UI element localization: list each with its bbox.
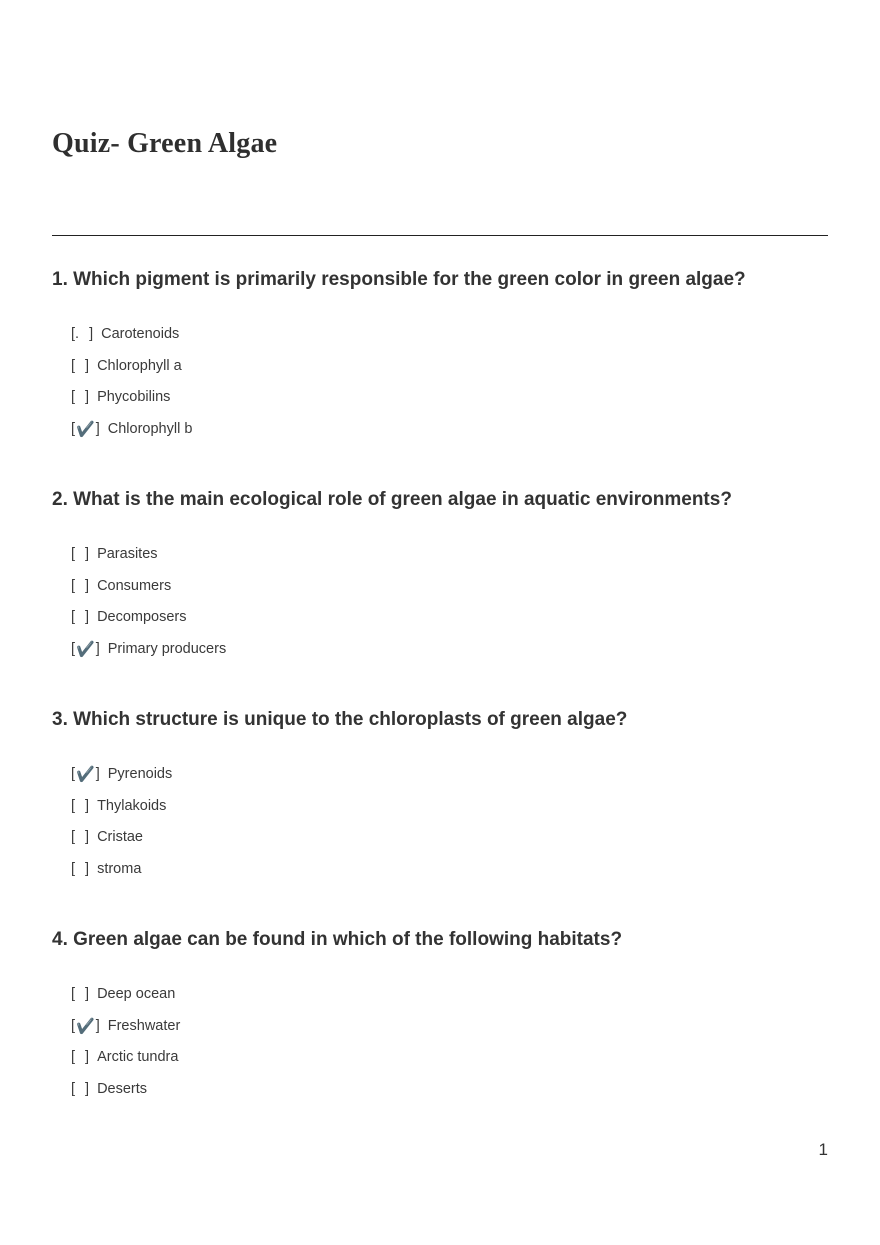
option-freshwater[interactable] — [71, 1010, 828, 1042]
checkbox[interactable] — [71, 798, 89, 814]
option-label: Parasites — [97, 545, 158, 562]
checkbox-open: [ — [71, 609, 76, 626]
option-label: Pyrenoids — [107, 765, 173, 782]
option-decomposers[interactable] — [71, 601, 828, 633]
option-parasites[interactable] — [71, 538, 828, 570]
checkbox[interactable] — [71, 609, 89, 625]
checkbox-close: ] — [85, 545, 90, 562]
option-chlorophyll-b[interactable] — [71, 413, 828, 445]
checkbox-open: [ — [71, 420, 76, 437]
options-list — [71, 758, 828, 885]
checkbox[interactable] — [71, 578, 89, 594]
options-list — [71, 978, 828, 1105]
checkbox-close: ] — [95, 640, 100, 657]
option-label: Carotenoids — [101, 325, 180, 342]
checkbox-close: ] — [85, 860, 90, 877]
option-label: Consumers — [97, 577, 172, 594]
checkbox[interactable] — [71, 420, 100, 438]
option-label: Thylakoids — [97, 797, 167, 814]
checkbox-close: ] — [85, 829, 90, 846]
option-label: Phycobilins — [97, 389, 171, 406]
checkbox-close: ] — [95, 765, 100, 782]
option-label: Deep ocean — [97, 985, 176, 1002]
checkbox-close: ] — [85, 1049, 90, 1066]
page-number: 1 — [818, 1140, 828, 1159]
options-list — [71, 318, 828, 445]
checkbox-close: ] — [95, 420, 100, 437]
checkbox[interactable] — [71, 640, 100, 658]
option-label: Chlorophyll a — [97, 357, 182, 374]
question-4 — [52, 928, 828, 1105]
option-deep-ocean[interactable] — [71, 978, 828, 1010]
checkbox[interactable] — [71, 861, 89, 877]
checkbox-open: [. — [71, 325, 80, 342]
checkbox-open: [ — [71, 545, 76, 562]
question-text: 4. Green algae can be found in which of the following habitats? — [52, 929, 623, 950]
option-stroma[interactable] — [71, 853, 828, 885]
checkbox-close: ] — [85, 985, 90, 1002]
checkbox-close: ] — [95, 1017, 100, 1034]
option-deserts[interactable] — [71, 1073, 828, 1105]
checkbox-open: [ — [71, 797, 76, 814]
option-thylakoids[interactable] — [71, 790, 828, 822]
option-primary-producers[interactable] — [71, 633, 828, 665]
question-3 — [52, 708, 828, 885]
option-label: stroma — [97, 860, 142, 877]
checkbox[interactable] — [71, 546, 89, 562]
option-carotenoids[interactable] — [71, 318, 828, 350]
option-phycobilins[interactable] — [71, 381, 828, 413]
checkbox-open: [ — [71, 357, 76, 374]
option-chlorophyll-a[interactable] — [71, 350, 828, 382]
question-text: 3. Which structure is unique to the chloroplasts of green algae? — [52, 709, 628, 730]
checkbox[interactable] — [71, 1049, 89, 1065]
check-mark-icon: ✔️ — [76, 1017, 95, 1035]
checkbox[interactable] — [71, 389, 89, 405]
option-arctic-tundra[interactable] — [71, 1041, 828, 1073]
check-mark-icon: ✔️ — [76, 420, 95, 438]
checkbox[interactable] — [71, 829, 89, 845]
option-label: Arctic tundra — [97, 1049, 179, 1066]
checkbox[interactable] — [71, 326, 93, 342]
checkbox[interactable] — [71, 1081, 89, 1097]
question-2 — [52, 488, 828, 665]
page-title: Quiz- Green Algae — [52, 128, 278, 159]
checkbox-open: [ — [71, 389, 76, 406]
checkbox-open: [ — [71, 860, 76, 877]
checkbox[interactable] — [71, 986, 89, 1002]
option-cristae[interactable] — [71, 821, 828, 853]
check-mark-icon: ✔️ — [76, 765, 95, 783]
checkbox-close: ] — [85, 389, 90, 406]
option-label: Deserts — [97, 1080, 148, 1097]
checkbox-close: ] — [85, 797, 90, 814]
checkbox-close: ] — [85, 1080, 90, 1097]
checkbox[interactable] — [71, 358, 89, 374]
title-divider — [52, 235, 828, 236]
option-label: Decomposers — [97, 609, 187, 626]
checkbox[interactable] — [71, 1017, 100, 1035]
option-label: Chlorophyll b — [107, 420, 193, 437]
question-text: 1. Which pigment is primarily responsible for the green color in green algae? — [52, 269, 746, 290]
checkbox[interactable] — [71, 765, 100, 783]
options-list — [71, 538, 828, 665]
checkbox-open: [ — [71, 577, 76, 594]
question-text: 2. What is the main ecological role of green algae in aquatic environments? — [52, 489, 732, 510]
checkbox-open: [ — [71, 1049, 76, 1066]
option-label: Cristae — [97, 829, 143, 846]
checkbox-open: [ — [71, 985, 76, 1002]
checkbox-open: [ — [71, 1017, 76, 1034]
checkbox-close: ] — [89, 325, 94, 342]
checkbox-close: ] — [85, 357, 90, 374]
checkbox-open: [ — [71, 765, 76, 782]
option-pyrenoids[interactable] — [71, 758, 828, 790]
check-mark-icon: ✔️ — [76, 640, 95, 658]
checkbox-open: [ — [71, 640, 76, 657]
checkbox-close: ] — [85, 577, 90, 594]
question-1 — [52, 268, 828, 445]
checkbox-open: [ — [71, 829, 76, 846]
checkbox-close: ] — [85, 609, 90, 626]
option-consumers[interactable] — [71, 570, 828, 602]
checkbox-open: [ — [71, 1080, 76, 1097]
option-label: Primary producers — [107, 640, 227, 657]
option-label: Freshwater — [107, 1017, 181, 1034]
